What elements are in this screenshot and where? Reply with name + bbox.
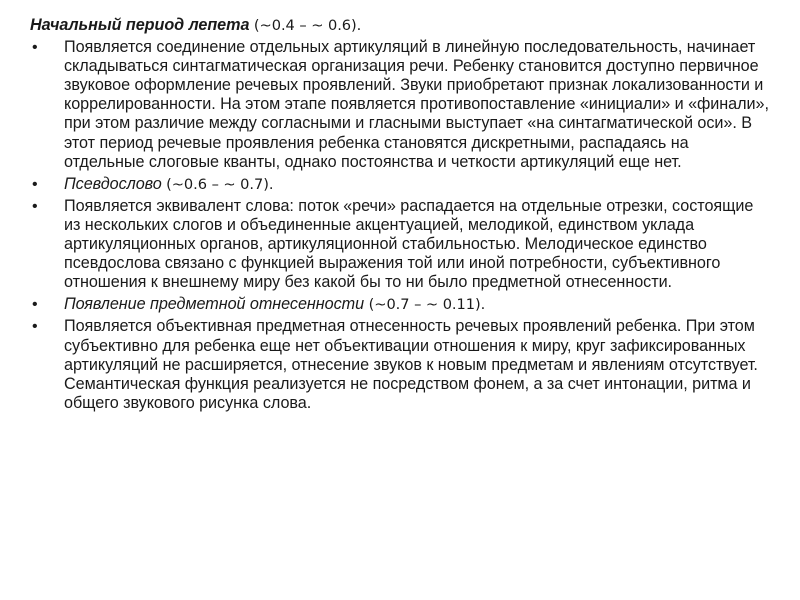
bullet-icon: • — [32, 39, 38, 57]
bullet-list — [30, 38, 772, 413]
bullet-icon: • — [32, 318, 38, 336]
slide-content — [30, 16, 772, 416]
list-item-pseudoword-heading — [30, 175, 772, 194]
item-range: (~0.6 – ~ 0.7). — [166, 175, 274, 193]
bullet-icon: • — [32, 197, 38, 215]
item-text: Появляется соединение отдельных артикуляций в линейную последовательность, начинает складываться синтагматическая организация речи. Ребенку становится доступно первичное звуковое оформление речевых проявлений. Звуки приобретают признак локализованности и коррелированности. На этом этапе появляется противопоставление «инициали» и «финали», при этом различие между согласными и гласными выступает «на синтагматической оси». В этот период речевые проявления ребенка становятся дискретными, распадаясь на отдельные слоговые кванты, однако постоянства и четкости артикуляций еще нет. — [64, 38, 769, 171]
item-range: (~0.7 – ~ 0.11). — [364, 296, 486, 314]
heading-range: (~0.4 – ~ 0.6). — [253, 17, 362, 34]
item-title: Псевдослово — [64, 174, 162, 193]
bullet-icon: • — [32, 175, 38, 193]
bullet-icon: • — [32, 296, 38, 314]
heading-title: Начальный период лепета — [30, 16, 250, 34]
item-text: Появляется эквивалент слова: поток «речи» распадается на отдельные отрезки, состоящие из нескольких слогов и объединенные акцентуацией, мелодикой, единством уклада артикуляционных органов, артикуляционной стабильностью. Мелодическое единство псевдослова связано с функцией выражения той или иной потребности, субъективного отношения к внешнему миру без какой бы то ни было предметной отнесенности. — [64, 196, 754, 292]
item-title: Появление предметной отнесенности — [64, 295, 365, 314]
list-item-pseudoword-description — [30, 197, 772, 292]
list-item-reference-heading — [30, 295, 772, 314]
section-heading — [30, 16, 772, 35]
item-text: Появляется объективная предметная отнесенность речевых проявлений ребенка. При этом субъективно для ребенка еще нет объективации отношения к миру, круг зафиксированных артикуляций не расширяется, отнесение звуков к новым предметам и явлениям отсутствует. Семантическая функция реализуется не посредством фонем, а за счет интонации, ритма и общего звукового рисунка слова. — [64, 317, 758, 412]
list-item-reference-description — [30, 317, 772, 412]
list-item-babbling-description — [30, 38, 772, 172]
